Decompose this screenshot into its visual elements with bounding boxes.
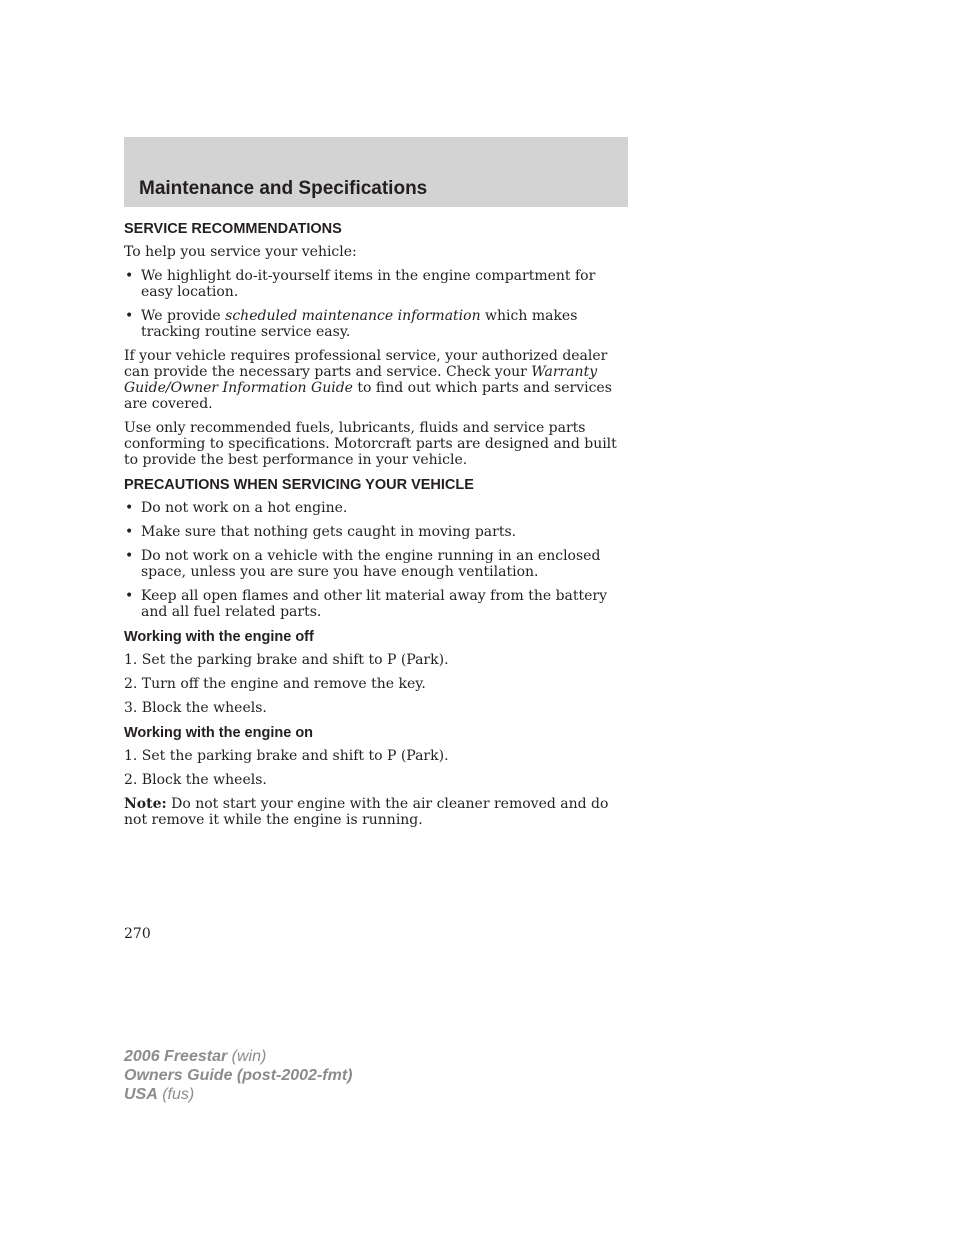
document-footer (124, 1047, 352, 1104)
service-bullet-2-pre: We provide (141, 308, 226, 324)
footer-market-code: (fus) (157, 1086, 195, 1103)
footer-guide: Owners Guide (post-2002-fmt) (124, 1067, 353, 1084)
engine-off-step: 3. Block the wheels. (124, 700, 267, 716)
page-content (124, 220, 624, 836)
precaution-item: • Do not work on a hot engine. (124, 500, 624, 516)
precautions-list (124, 500, 624, 620)
precaution-item: • Do not work on a vehicle with the engine running in an enclosed space, unless you are sure you have enough ventilation. (124, 548, 624, 580)
engine-off-step: 1. Set the parking brake and shift to P (Park). (124, 652, 449, 668)
service-intro: To help you service your vehicle: (124, 244, 357, 260)
engine-on-step: 2. Block the wheels. (124, 772, 267, 788)
service-bullet-list (124, 268, 624, 340)
engine-off-steps (124, 652, 624, 716)
service-bullet-2-italic: scheduled maintenance information (225, 308, 481, 324)
engine-off-step: 2. Turn off the engine and remove the key. (124, 676, 426, 692)
section-header-band (124, 137, 628, 207)
page-number: 270 (124, 926, 151, 942)
note-label: Note: (124, 796, 167, 812)
footer-market: USA (124, 1086, 158, 1103)
footer-model-code: (win) (227, 1048, 267, 1065)
precaution-item: • Keep all open flames and other lit material away from the battery and all fuel related parts. (124, 588, 624, 620)
service-paragraph-1 (124, 348, 624, 412)
precautions-heading: PRECAUTIONS WHEN SERVICING YOUR VEHICLE (124, 477, 474, 493)
engine-off-heading: Working with the engine off (124, 629, 314, 645)
service-paragraph-2: Use only recommended fuels, lubricants, fluids and service parts conforming to specifications. Motorcraft parts are designed and built to provide the best performance in your vehicle. (124, 420, 617, 468)
service-recommendations-heading: SERVICE RECOMMENDATIONS (124, 221, 342, 237)
service-paragraph-1-post: to find out which parts and services are covered. (124, 380, 612, 412)
service-bullet-1-text: We highlight do-it-yourself items in the engine compartment for easy location. (141, 268, 596, 300)
service-bullet-2-post: which makes tracking routine service easy. (141, 308, 578, 340)
engine-on-heading: Working with the engine on (124, 725, 314, 741)
service-paragraph-1-italic: Warranty Guide/Owner Information Guide (124, 364, 598, 396)
section-title: Maintenance and Specifications (139, 178, 428, 199)
service-bullet-1 (124, 268, 624, 300)
footer-line-1 (124, 1047, 352, 1066)
footer-line-2 (124, 1066, 352, 1085)
precaution-item: • Make sure that nothing gets caught in moving parts. (124, 524, 624, 540)
service-paragraph-1-pre: If your vehicle requires professional service, your authorized dealer can provide the necessary parts and service. Check your (124, 348, 608, 380)
engine-on-step: 1. Set the parking brake and shift to P (Park). (124, 748, 449, 764)
service-bullet-2 (124, 308, 624, 340)
engine-note (124, 796, 624, 828)
footer-line-3 (124, 1085, 352, 1104)
engine-on-steps (124, 748, 624, 788)
footer-model: 2006 Freestar (124, 1048, 228, 1065)
note-text: Do not start your engine with the air cleaner removed and do not remove it while the engine is running. (124, 796, 609, 828)
